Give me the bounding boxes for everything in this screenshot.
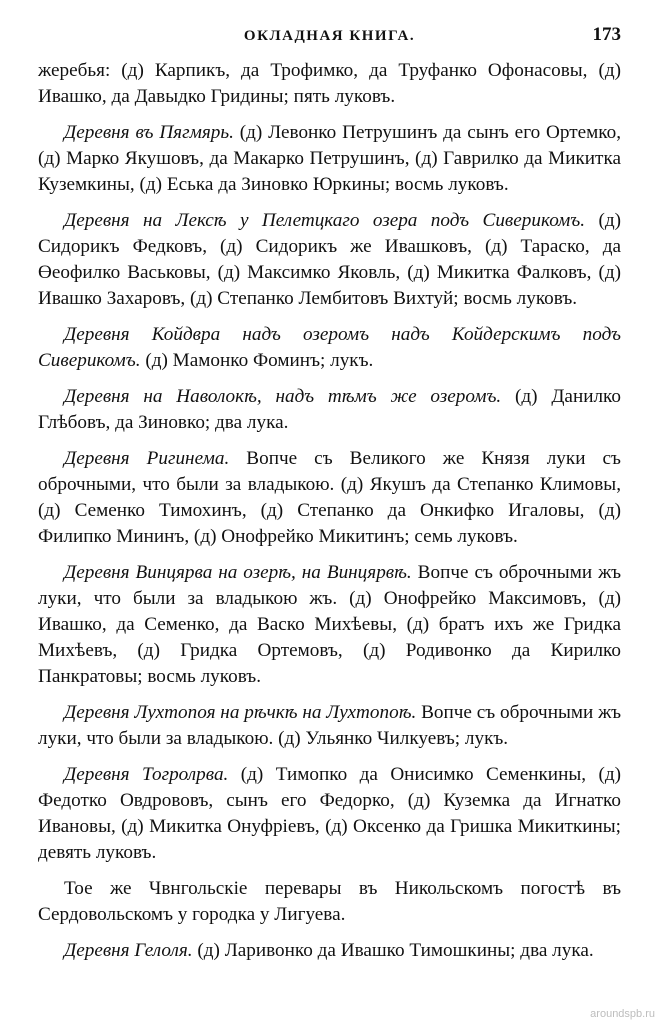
place-name: Деревня Койдвра надъ озеромъ надъ Койдерскимъ подъ Сиверикомъ. xyxy=(38,324,621,371)
place-name: Деревня Винцярва на озерѣ, на Винцярвѣ. xyxy=(64,562,412,583)
paragraph-text: Вопче съ оброчными жъ луки, что были за владыкою. (д) Ульянко Чилкуевъ; лукъ. xyxy=(38,702,621,749)
place-name: Деревня на Наволокѣ, надъ тѣмъ же озеромъ. xyxy=(64,386,502,407)
paragraph-text: Тое же Чвнгольскіе перевары въ Никольскомъ погостѣ въ Сердовольскомъ у городка у Лигуева. xyxy=(38,878,621,925)
place-name: Деревня Лухтопоя на рѣчкѣ на Лухтопоѣ. xyxy=(64,702,417,723)
page-number: 173 xyxy=(592,24,621,45)
paragraph-text: Вопче съ оброчными жъ луки, что были за владыкою жъ. (д) Онофрейко Максимовъ, (д) Ивашко, да Семенко, да Васко Михѣевы, (д) братъ ихъ же Гридка Михѣевъ, (д) Гридка Ортемовъ, (д) Родивонко да Кирилко Панкратовы; восмь луковъ. xyxy=(38,562,621,687)
paragraph-4 xyxy=(38,322,621,374)
place-name: Деревня Тогролрва. xyxy=(64,764,229,785)
paragraph-7 xyxy=(38,560,621,690)
running-title: ОКЛАДНАЯ КНИГА. xyxy=(243,28,416,44)
paragraph-2 xyxy=(38,120,621,198)
watermark: aroundspb.ru xyxy=(590,1008,655,1020)
paragraph-text: (д) Левонко Петрушинъ да сынъ его Ортемко, (д) Марко Якушовъ, да Макарко Петрушинъ, (д) Гаврилко да Микитка Куземкины, (д) Еська да Зиновко Юркины; восмь луковъ. xyxy=(38,122,621,195)
page-header xyxy=(38,24,621,58)
place-name: Деревня Гелоля. xyxy=(64,940,193,961)
paragraph-5 xyxy=(38,384,621,436)
paragraph-text: (д) Ларивонко да Ивашко Тимошкины; два лука. xyxy=(192,940,594,961)
paragraph-text: жеребья: (д) Карпикъ, да Трофимко, да Труфанко Офонасовы, (д) Ивашко, да Давыдко Гридины; пять луковъ. xyxy=(38,60,621,107)
paragraph-1 xyxy=(38,58,621,110)
paragraph-3 xyxy=(38,208,621,312)
paragraph-text: (д) Тимопко да Онисимко Семенкины, (д) Федотко Овдрововъ, сынъ его Федорко, (д) Куземка да Игнатко Ивановы, (д) Микитка Онуфріевъ, (д) Оксенко да Гришка Микиткины; девять луковъ. xyxy=(38,764,621,863)
paragraph-10 xyxy=(38,876,621,928)
paragraph-text: (д) Мамонко Фоминъ; лукъ. xyxy=(140,350,374,371)
place-name: Деревня на Лексѣ у Пелетцкаго озера подъ Сиверикомъ. xyxy=(64,210,586,231)
paragraph-8 xyxy=(38,700,621,752)
paragraph-text: (д) Данилко Глѣбовъ, да Зиновко; два лука. xyxy=(38,386,621,433)
page-body xyxy=(38,58,621,964)
place-name: Деревня въ Пягмярь. xyxy=(64,122,234,143)
paragraph-6 xyxy=(38,446,621,550)
paragraph-11 xyxy=(38,938,621,964)
place-name: Деревня Ригинема. xyxy=(64,448,230,469)
paragraph-text: Вопче съ Великого же Князя луки съ оброчными, что были за владыкою. (д) Якушъ да Степанко Климовы, (д) Семенко Тимохинъ, (д) Степанко да Онкифко Игаловы, (д) Филипко Мининъ, (д) Онофрейко Микитинъ; семь луковъ. xyxy=(38,448,621,547)
paragraph-text: (д) Сидорикъ Федковъ, (д) Сидорикъ же Ивашковъ, (д) Тараско, да Өеофилко Васьковы, (д) Максимко Яковль, (д) Микитка Фалковъ, (д) Ивашко Захаровъ, (д) Степанко Лембитовъ Вихтуй; восмь луковъ. xyxy=(38,210,621,309)
paragraph-9 xyxy=(38,762,621,866)
